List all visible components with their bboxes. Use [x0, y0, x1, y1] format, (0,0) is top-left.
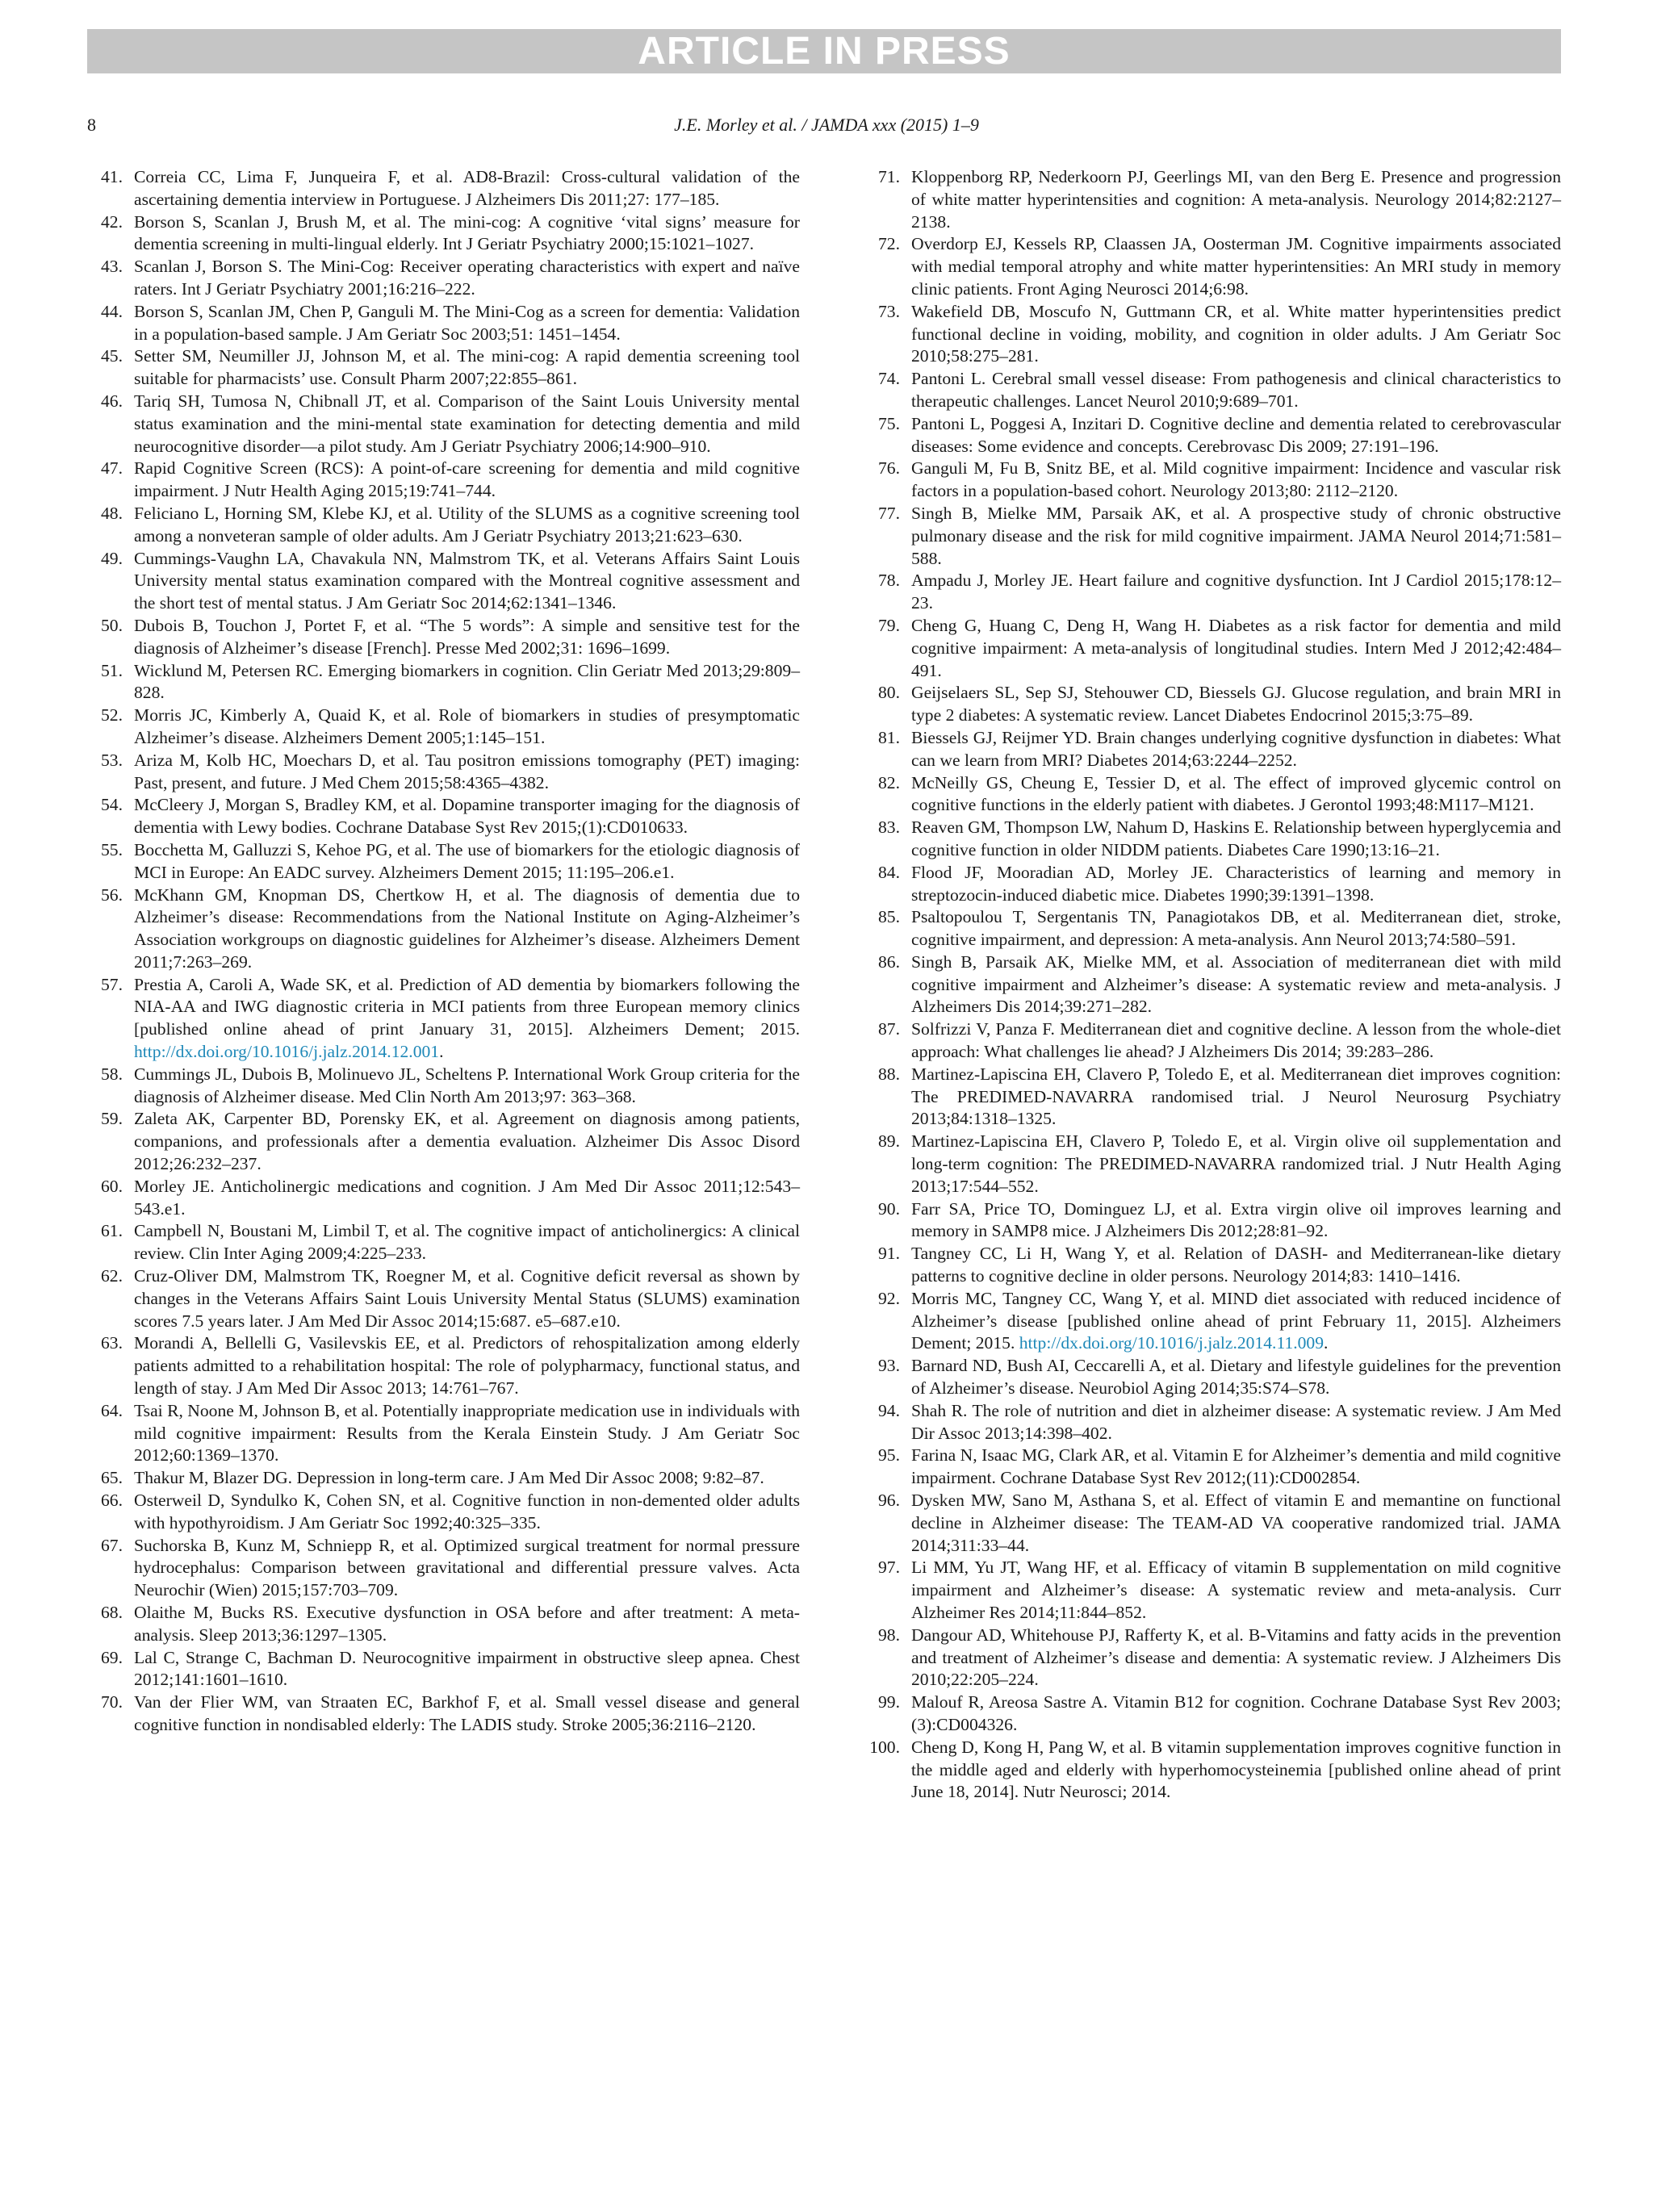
reference-item	[856, 951, 1561, 1018]
reference-text	[134, 503, 800, 548]
reference-citation: McCleery J, Morgan S, Bradley KM, et al. Dopamine transporter imaging for the diagnosis of dementia with Lewy bodies. Cochrane Database Syst Rev 2015;(1):CD010633.	[134, 795, 800, 838]
reference-citation: Psaltopoulou T, Sergentanis TN, Panagiotakos DB, et al. Mediterranean diet, stroke, cognitive impairment, and depression: A meta-analysis. Ann Neurol 2013;74:580–591.	[911, 907, 1561, 950]
reference-text	[911, 1625, 1561, 1691]
reference-item	[87, 1647, 800, 1692]
reference-text	[911, 906, 1561, 951]
reference-list-right	[856, 166, 1561, 1804]
reference-item	[856, 458, 1561, 503]
reference-citation: Zaleta AK, Carpenter BD, Porensky EK, et al. Agreement on diagnosis among patients, companions, and professionals after a dementia evaluation. Alzheimer Dis Assoc Disord 2012;26:232–237.	[134, 1109, 800, 1174]
reference-item	[87, 301, 800, 346]
reference-number: 100.	[869, 1737, 900, 1757]
reference-text	[911, 682, 1561, 727]
reference-item	[856, 1355, 1561, 1400]
reference-number: 82.	[878, 772, 900, 792]
reference-citation: Flood JF, Mooradian AD, Morley JE. Characteristics of learning and memory in streptozocin-induced diabetic mice. Diabetes 1990;39:1391–1398.	[911, 862, 1561, 905]
reference-number: 96.	[878, 1491, 900, 1511]
reference-number: 81.	[878, 727, 900, 747]
reference-text	[911, 1490, 1561, 1557]
reference-text	[911, 727, 1561, 772]
reference-citation: Malouf R, Areosa Sastre A. Vitamin B12 for cognition. Cochrane Database Syst Rev 2003;(3):CD004326.	[911, 1692, 1561, 1734]
reference-text	[911, 368, 1561, 413]
reference-text	[134, 1535, 800, 1602]
reference-text	[911, 570, 1561, 615]
reference-number: 85.	[878, 907, 900, 927]
reference-number: 43.	[101, 257, 123, 277]
reference-number: 83.	[878, 817, 900, 838]
reference-number: 94.	[878, 1400, 900, 1420]
reference-item	[856, 906, 1561, 951]
reference-item	[856, 166, 1561, 233]
reference-item	[856, 1691, 1561, 1737]
reference-citation: Van der Flier WM, van Straaten EC, Barkhof F, et al. Small vessel disease and general cognitive function in nondisabled elderly: The LADIS study. Stroke 2005;36:2116–2120.	[134, 1692, 800, 1734]
reference-text	[134, 750, 800, 795]
reference-number: 51.	[101, 660, 123, 680]
reference-number: 74.	[878, 369, 900, 389]
reference-citation: Olaithe M, Bucks RS. Executive dysfunction in OSA before and after treatment: A meta-analysis. Sleep 2013;36:1297–1305.	[134, 1603, 800, 1645]
reference-item	[856, 817, 1561, 862]
reference-text	[911, 413, 1561, 458]
reference-item	[87, 1176, 800, 1221]
reference-citation: Borson S, Scanlan J, Brush M, et al. The mini-cog: A cognitive ‘vital signs’ measure for dementia screening in multi-lingual elderly. Int J Geriatr Psychiatry 2000;15:1021–1027.	[134, 211, 800, 254]
reference-text	[134, 1265, 800, 1332]
reference-text	[911, 1355, 1561, 1400]
reference-number: 77.	[878, 503, 900, 523]
reference-item	[87, 391, 800, 458]
reference-citation: Tariq SH, Tumosa N, Chibnall JT, et al. Comparison of the Saint Louis University mental status examination and the mini-mental state examination for detecting dementia and mild neurocognitive disorder—a pilot study. Am J Geriatr Psychiatry 2006;14:900–910.	[134, 391, 800, 456]
reference-item	[856, 233, 1561, 300]
reference-citation: Cummings-Vaughn LA, Chavakula NN, Malmstrom TK, et al. Veterans Affairs Saint Louis University mental status examination compared with the Montreal cognitive assessment and the short test of mental status. J Am Geriatr Soc 2014;62:1341–1346.	[134, 548, 800, 613]
reference-number: 58.	[101, 1064, 123, 1084]
reference-item	[856, 368, 1561, 413]
reference-number: 54.	[101, 795, 123, 815]
reference-text	[134, 1064, 800, 1109]
reference-citation: Martinez-Lapiscina EH, Clavero P, Toledo E, et al. Virgin olive oil supplementation and long-term cognition: The PREDIMED-NAVARRA randomized trial. J Nutr Health Aging 2013;17:544–552.	[911, 1131, 1561, 1196]
reference-item	[856, 1288, 1561, 1355]
reference-number: 41.	[101, 167, 123, 186]
reference-citation: Morandi A, Bellelli G, Vasilevskis EE, et al. Predictors of rehospitalization among elderly patients admitted to a rehabilitation hospital: The role of polypharmacy, functional status, and length of stay. J Am Med Dir Assoc 2013; 14:761–767.	[134, 1333, 800, 1399]
reference-item	[856, 1018, 1561, 1064]
reference-text	[134, 1400, 800, 1467]
reference-citation: Shah R. The role of nutrition and diet in alzheimer disease: A systematic review. J Am Med Dir Assoc 2013;14:398–402.	[911, 1400, 1561, 1443]
reference-number: 97.	[878, 1558, 900, 1578]
reference-text	[134, 794, 800, 839]
reference-text	[134, 615, 800, 660]
reference-item	[87, 458, 800, 503]
reference-item	[856, 772, 1561, 817]
reference-text	[911, 615, 1561, 682]
reference-citation: Dysken MW, Sano M, Asthana S, et al. Effect of vitamin E and memantine on functional decline in Alzheimer disease: The TEAM-AD VA cooperative randomized trial. JAMA 2014;311:33–44.	[911, 1491, 1561, 1555]
reference-text	[911, 1064, 1561, 1131]
reference-citation: Campbell N, Boustani M, Limbil T, et al. The cognitive impact of anticholinergics: A clinical review. Clin Inter Aging 2009;4:225–233.	[134, 1221, 800, 1264]
reference-citation: Singh B, Parsaik AK, Mielke MM, et al. Association of mediterranean diet with mild cognitive impairment and Alzheimer’s disease: A systematic review and meta-analysis. J Alzheimers Dis 2014;39:271–282.	[911, 951, 1561, 1017]
reference-citation: Dubois B, Touchon J, Portet F, et al. “The 5 words”: A simple and sensitive test for the diagnosis of Alzheimer’s disease [French]. Presse Med 2002;31: 1696–1699.	[134, 615, 800, 658]
reference-text	[911, 1018, 1561, 1064]
reference-item	[856, 1198, 1561, 1244]
reference-citation: Tangney CC, Li H, Wang Y, et al. Relation of DASH- and Mediterranean-like dietary patterns to cognitive decline in older persons. Neurology 2014;83: 1410–1416.	[911, 1244, 1561, 1286]
reference-text	[134, 391, 800, 458]
reference-text	[134, 548, 800, 615]
reference-item	[87, 211, 800, 257]
reference-citation: McNeilly GS, Cheung E, Tessier D, et al. The effect of improved glycemic control on cognitive functions in the elderly patient with diabetes. J Gerontol 1993;48:M117–M121.	[911, 772, 1561, 815]
reference-citation: Farr SA, Price TO, Dominguez LJ, et al. Extra virgin olive oil improves learning and memory in SAMP8 mice. J Alzheimers Dis 2012;28:81–92.	[911, 1198, 1561, 1241]
reference-number: 63.	[101, 1333, 123, 1353]
reference-number: 60.	[101, 1176, 123, 1196]
reference-citation: Morris JC, Kimberly A, Quaid K, et al. Role of biomarkers in studies of presymptomatic Alzheimer’s disease. Alzheimers Dement 2005;1:145–151.	[134, 705, 800, 747]
reference-item	[87, 884, 800, 974]
reference-text	[134, 345, 800, 391]
reference-text	[911, 1288, 1561, 1355]
reference-item	[87, 1400, 800, 1467]
reference-number: 90.	[878, 1198, 900, 1219]
reference-item	[87, 345, 800, 391]
reference-number: 91.	[878, 1244, 900, 1264]
reference-number: 79.	[878, 615, 900, 635]
reference-citation: Ariza M, Kolb HC, Moechars D, et al. Tau positron emissions tomography (PET) imaging: Past, present, and future. J Med Chem 2015;58:4365–4382.	[134, 750, 800, 792]
reference-item	[87, 256, 800, 301]
reference-text	[911, 772, 1561, 817]
reference-item	[87, 548, 800, 615]
reference-text	[911, 233, 1561, 300]
reference-text	[134, 1490, 800, 1535]
reference-text	[911, 951, 1561, 1018]
reference-text	[134, 1602, 800, 1647]
reference-text	[134, 1691, 800, 1737]
reference-text	[134, 301, 800, 346]
reference-citation: Cheng G, Huang C, Deng H, Wang H. Diabetes as a risk factor for dementia and mild cognitive impairment: A meta-analysis of longitudinal studies. Intern Med J 2012;42:484–491.	[911, 615, 1561, 680]
reference-item	[87, 1220, 800, 1265]
article-in-press-banner	[87, 29, 1561, 73]
reference-item	[87, 1602, 800, 1647]
reference-citation: Feliciano L, Horning SM, Klebe KJ, et al. Utility of the SLUMS as a cognitive screening tool among a nonveteran sample of older adults. Am J Geriatr Psychiatry 2013;21:623–630.	[134, 503, 800, 546]
reference-text	[911, 166, 1561, 233]
reference-citation: Barnard ND, Bush AI, Ceccarelli A, et al. Dietary and lifestyle guidelines for the prevention of Alzheimer’s disease. Neurobiol Aging 2014;35:S74–S78.	[911, 1356, 1561, 1399]
reference-text	[911, 1557, 1561, 1624]
reference-item	[856, 862, 1561, 907]
reference-number: 98.	[878, 1625, 900, 1645]
reference-number: 89.	[878, 1131, 900, 1152]
reference-citation: Ganguli M, Fu B, Snitz BE, et al. Mild cognitive impairment: Incidence and vascular risk factors in a population-based cohort. Neurology 2013;80: 2112–2120.	[911, 458, 1561, 501]
reference-citation: Bocchetta M, Galluzzi S, Kehoe PG, et al. The use of biomarkers for the etiologic diagnosis of MCI in Europe: An EADC survey. Alzheimers Dement 2015; 11:195–206.e1.	[134, 839, 800, 882]
reference-citation: Solfrizzi V, Panza F. Mediterranean diet and cognitive decline. A lesson from the whole-diet approach: What challenges lie ahead? J Alzheimers Dis 2014; 39:283–286.	[911, 1019, 1561, 1062]
reference-number: 65.	[101, 1468, 123, 1488]
reference-text	[134, 1647, 800, 1692]
reference-item	[87, 1064, 800, 1109]
reference-item	[856, 1490, 1561, 1557]
reference-citation: Pantoni L, Poggesi A, Inzitari D. Cognitive decline and dementia related to cerebrovascular diseases: Some evidence and concepts. Cerebrovasc Dis 2009; 27:191–196.	[911, 413, 1561, 456]
reference-number: 99.	[878, 1692, 900, 1712]
reference-citation: Osterweil D, Syndulko K, Cohen SN, et al. Cognitive function in non-demented older adults with hypothyroidism. J Am Geriatr Soc 1992;40:325–335.	[134, 1491, 800, 1533]
reference-item	[856, 1625, 1561, 1691]
reference-text	[134, 256, 800, 301]
reference-citation: Wakefield DB, Moscufo N, Guttmann CR, et al. White matter hyperintensities predict functional decline in voiding, mobility, and cognition in older adults. J Am Geriatr Soc 2010;58:275–281.	[911, 301, 1561, 366]
reference-text	[134, 974, 800, 1064]
reference-item	[856, 570, 1561, 615]
reference-item	[856, 615, 1561, 682]
reference-item	[856, 1064, 1561, 1131]
reference-trailing-punct: .	[439, 1042, 444, 1062]
reference-text	[911, 862, 1561, 907]
reference-citation: Geijselaers SL, Sep SJ, Stehouwer CD, Biessels GJ. Glucose regulation, and brain MRI in type 2 diabetes: A systematic review. Lancet Diabetes Endocrinol 2015;3:75–89.	[911, 683, 1561, 725]
reference-citation: Scanlan J, Borson S. The Mini-Cog: Receiver operating characteristics with expert and naïve raters. Int J Geriatr Psychiatry 2001;16:216–222.	[134, 257, 800, 299]
reference-citation: Martinez-Lapiscina EH, Clavero P, Toledo E, et al. Mediterranean diet improves cognition: The PREDIMED-NAVARRA randomised trial. J Neurol Neurosurg Psychiatry 2013;84:1318–1325.	[911, 1064, 1561, 1129]
reference-number: 71.	[878, 167, 900, 186]
reference-text	[134, 884, 800, 974]
reference-item	[856, 1400, 1561, 1445]
reference-text	[134, 660, 800, 705]
reference-text	[134, 1332, 800, 1399]
reference-number: 45.	[101, 346, 123, 366]
reference-text	[911, 1243, 1561, 1288]
reference-text	[911, 1131, 1561, 1198]
reference-number: 95.	[878, 1445, 900, 1466]
reference-item	[856, 1445, 1561, 1490]
reference-item	[856, 682, 1561, 727]
reference-number: 50.	[101, 615, 123, 635]
reference-citation: Singh B, Mielke MM, Parsaik AK, et al. A prospective study of chronic obstructive pulmonary disease and the risk for mild cognitive impairment. JAMA Neurol 2014;71:581–588.	[911, 503, 1561, 568]
reference-number: 80.	[878, 683, 900, 703]
reference-number: 53.	[101, 750, 123, 770]
page-number: 8	[87, 115, 96, 135]
reference-item	[87, 794, 800, 839]
reference-number: 46.	[101, 391, 123, 411]
reference-item	[87, 839, 800, 884]
reference-citation: Cummings JL, Dubois B, Molinuevo JL, Scheltens P. International Work Group criteria for the diagnosis of Alzheimer disease. Med Clin North Am 2013;97: 363–368.	[134, 1064, 800, 1106]
reference-citation: Suchorska B, Kunz M, Schniepp R, et al. Optimized surgical treatment for normal pressure hydrocephalus: Comparison between gravitational and differential pressure valves. Acta Neurochir (Wien) 2015;157:703–709.	[134, 1535, 800, 1600]
reference-item	[87, 1535, 800, 1602]
reference-citation: Borson S, Scanlan JM, Chen P, Ganguli M. The Mini-Cog as a screen for dementia: Validation in a population-based sample. J Am Geriatr Soc 2003;51: 1451–1454.	[134, 301, 800, 344]
reference-list-left	[87, 166, 800, 1737]
reference-number: 47.	[101, 458, 123, 479]
reference-text	[911, 1198, 1561, 1244]
reference-item	[87, 1332, 800, 1399]
doi-link[interactable]: http://dx.doi.org/10.1016/j.jalz.2014.12.001	[134, 1042, 440, 1062]
reference-citation: Wicklund M, Petersen RC. Emerging biomarkers in cognition. Clin Geriatr Med 2013;29:809–828.	[134, 660, 800, 703]
reference-number: 67.	[101, 1535, 123, 1555]
reference-item	[87, 1108, 800, 1175]
reference-text	[911, 503, 1561, 570]
reference-item	[856, 1131, 1561, 1198]
reference-citation: Tsai R, Noone M, Johnson B, et al. Potentially inappropriate medication use in individuals with mild cognitive impairment: Results from the Kerala Einstein Study. J Am Geriatr Soc 2012;60:1369–1370.	[134, 1400, 800, 1466]
reference-item	[87, 660, 800, 705]
reference-citation: Rapid Cognitive Screen (RCS): A point-of-care screening for dementia and mild cognitive impairment. J Nutr Health Aging 2015;19:741–744.	[134, 458, 800, 501]
reference-item	[87, 1265, 800, 1332]
reference-number: 52.	[101, 705, 123, 725]
reference-number: 70.	[101, 1692, 123, 1712]
reference-number: 84.	[878, 862, 900, 882]
reference-number: 59.	[101, 1109, 123, 1129]
reference-citation: Cruz-Oliver DM, Malmstrom TK, Roegner M, et al. Cognitive deficit reversal as shown by changes in the Veterans Affairs Saint Louis University Mental Status (SLUMS) examination scores 7.5 years later. J Am Med Dir Assoc 2014;15:687. e5–687.e10.	[134, 1266, 800, 1331]
reference-text	[134, 705, 800, 750]
reference-trailing-punct: .	[1324, 1333, 1329, 1353]
reference-text	[134, 458, 800, 503]
reference-number: 72.	[878, 234, 900, 254]
reference-item	[87, 615, 800, 660]
reference-number: 75.	[878, 413, 900, 433]
banner-text: ARTICLE IN PRESS	[638, 30, 1011, 73]
reference-number: 76.	[878, 458, 900, 479]
reference-text	[134, 1176, 800, 1221]
reference-number: 48.	[101, 503, 123, 523]
reference-item	[856, 1557, 1561, 1624]
reference-citation: Cheng D, Kong H, Pang W, et al. B vitamin supplementation improves cognitive function in the middle aged and elderly with hyperhomocysteinemia [published online ahead of print June 18, 2014]. Nutr Neurosci; 2014.	[911, 1737, 1561, 1802]
reference-number: 86.	[878, 951, 900, 972]
reference-citation: Li MM, Yu JT, Wang HF, et al. Efficacy of vitamin B supplementation on mild cognitive impairment and Alzheimer’s disease: A systematic review and meta-analysis. Curr Alzheimer Res 2014;11:844–852.	[911, 1558, 1561, 1622]
reference-item	[87, 166, 800, 211]
reference-item	[856, 1243, 1561, 1288]
reference-text	[134, 166, 800, 211]
reference-number: 61.	[101, 1221, 123, 1241]
reference-text	[911, 1445, 1561, 1490]
reference-citation: Setter SM, Neumiller JJ, Johnson M, et al. The mini-cog: A rapid dementia screening tool suitable for pharmacists’ use. Consult Pharm 2007;22:855–861.	[134, 346, 800, 389]
reference-item	[87, 1467, 800, 1490]
reference-citation: McKhann GM, Knopman DS, Chertkow H, et al. The diagnosis of dementia due to Alzheimer’s disease: Recommendations from the National Institute on Aging-Alzheimer’s Association workgroups on diagnostic guidelines for Alzheimer’s disease. Alzheimers Dement 2011;7:263–269.	[134, 884, 800, 972]
reference-citation: Morley JE. Anticholinergic medications and cognition. J Am Med Dir Assoc 2011;12:543–543.e1.	[134, 1176, 800, 1219]
reference-text	[911, 301, 1561, 368]
reference-number: 42.	[101, 211, 123, 232]
running-head: J.E. Morley et al. / JAMDA xxx (2015) 1–9	[674, 115, 979, 135]
reference-number: 56.	[101, 884, 123, 905]
reference-number: 55.	[101, 839, 123, 859]
doi-link[interactable]: http://dx.doi.org/10.1016/j.jalz.2014.11.009	[1019, 1333, 1324, 1353]
reference-text	[134, 211, 800, 257]
reference-citation: Ampadu J, Morley JE. Heart failure and cognitive dysfunction. Int J Cardiol 2015;178:12–23.	[911, 571, 1561, 613]
reference-citation: Lal C, Strange C, Bachman D. Neurocognitive impairment in obstructive sleep apnea. Chest 2012;141:1601–1610.	[134, 1647, 800, 1690]
reference-number: 78.	[878, 571, 900, 591]
reference-item	[856, 301, 1561, 368]
reference-citation: Thakur M, Blazer DG. Depression in long-term care. J Am Med Dir Assoc 2008; 9:82–87.	[134, 1468, 764, 1488]
reference-citation: Farina N, Isaac MG, Clark AR, et al. Vitamin E for Alzheimer’s dementia and mild cognitive impairment. Cochrane Database Syst Rev 2012;(11):CD002854.	[911, 1445, 1561, 1488]
reference-item	[856, 1737, 1561, 1804]
reference-citation: Prestia A, Caroli A, Wade SK, et al. Prediction of AD dementia by biomarkers following the NIA-AA and IWG diagnostic criteria in MCI patients from three European memory clinics [published online ahead of print January 31, 2015]. Alzheimers Dement; 2015.	[134, 974, 800, 1039]
reference-item	[87, 1691, 800, 1737]
reference-number: 69.	[101, 1647, 123, 1667]
reference-text	[911, 1400, 1561, 1445]
reference-item	[856, 727, 1561, 772]
reference-citation: Correia CC, Lima F, Junqueira F, et al. AD8-Brazil: Cross-cultural validation of the ascertaining dementia interview in Portuguese. J Alzheimers Dis 2011;27: 177–185.	[134, 167, 800, 209]
reference-text	[134, 1220, 800, 1265]
reference-number: 49.	[101, 548, 123, 568]
reference-item	[856, 503, 1561, 570]
reference-citation: Reaven GM, Thompson LW, Nahum D, Haskins E. Relationship between hyperglycemia and cognitive function in older NIDDM patients. Diabetes Care 1990;13:16–21.	[911, 817, 1561, 859]
reference-citation: Pantoni L. Cerebral small vessel disease: From pathogenesis and clinical characteristics to therapeutic challenges. Lancet Neurol 2010;9:689–701.	[911, 369, 1561, 411]
reference-number: 73.	[878, 301, 900, 321]
reference-number: 87.	[878, 1019, 900, 1039]
reference-citation: Morris MC, Tangney CC, Wang Y, et al. MIND diet associated with reduced incidence of Alzheimer’s disease [published online ahead of print February 11, 2015]. Alzheimers Dement; 2015.	[911, 1288, 1561, 1353]
reference-item	[856, 413, 1561, 458]
reference-item	[87, 705, 800, 750]
reference-text	[911, 817, 1561, 862]
reference-number: 93.	[878, 1356, 900, 1376]
reference-item	[87, 750, 800, 795]
reference-number: 66.	[101, 1491, 123, 1511]
reference-number: 68.	[101, 1603, 123, 1622]
reference-number: 57.	[101, 974, 123, 994]
reference-text	[134, 1467, 800, 1490]
reference-citation: Dangour AD, Whitehouse PJ, Rafferty K, et al. B-Vitamins and fatty acids in the prevention and treatment of Alzheimer’s disease and dementia: A systematic review. J Alzheimers Dis 2010;22:205–224.	[911, 1625, 1561, 1690]
reference-citation: Overdorp EJ, Kessels RP, Claassen JA, Oosterman JM. Cognitive impairments associated with medial temporal atrophy and white matter hyperintensities: An MRI study in memory clinic patients. Front Aging Neurosci 2014;6:98.	[911, 234, 1561, 299]
reference-citation: Kloppenborg RP, Nederkoorn PJ, Geerlings MI, van den Berg E. Presence and progression of white matter hyperintensities and cognition: A meta-analysis. Neurology 2014;82:2127–2138.	[911, 167, 1561, 232]
reference-number: 64.	[101, 1400, 123, 1420]
reference-number: 88.	[878, 1064, 900, 1084]
reference-text	[911, 1691, 1561, 1737]
reference-citation: Biessels GJ, Reijmer YD. Brain changes underlying cognitive dysfunction in diabetes: What can we learn from MRI? Diabetes 2014;63:2244–2252.	[911, 727, 1561, 770]
reference-text	[134, 839, 800, 884]
reference-item	[87, 1490, 800, 1535]
reference-text	[911, 458, 1561, 503]
reference-number: 44.	[101, 301, 123, 321]
reference-item	[87, 974, 800, 1064]
reference-number: 62.	[101, 1266, 123, 1286]
reference-text	[911, 1737, 1561, 1804]
reference-item	[87, 503, 800, 548]
reference-number: 92.	[878, 1288, 900, 1308]
reference-text	[134, 1108, 800, 1175]
